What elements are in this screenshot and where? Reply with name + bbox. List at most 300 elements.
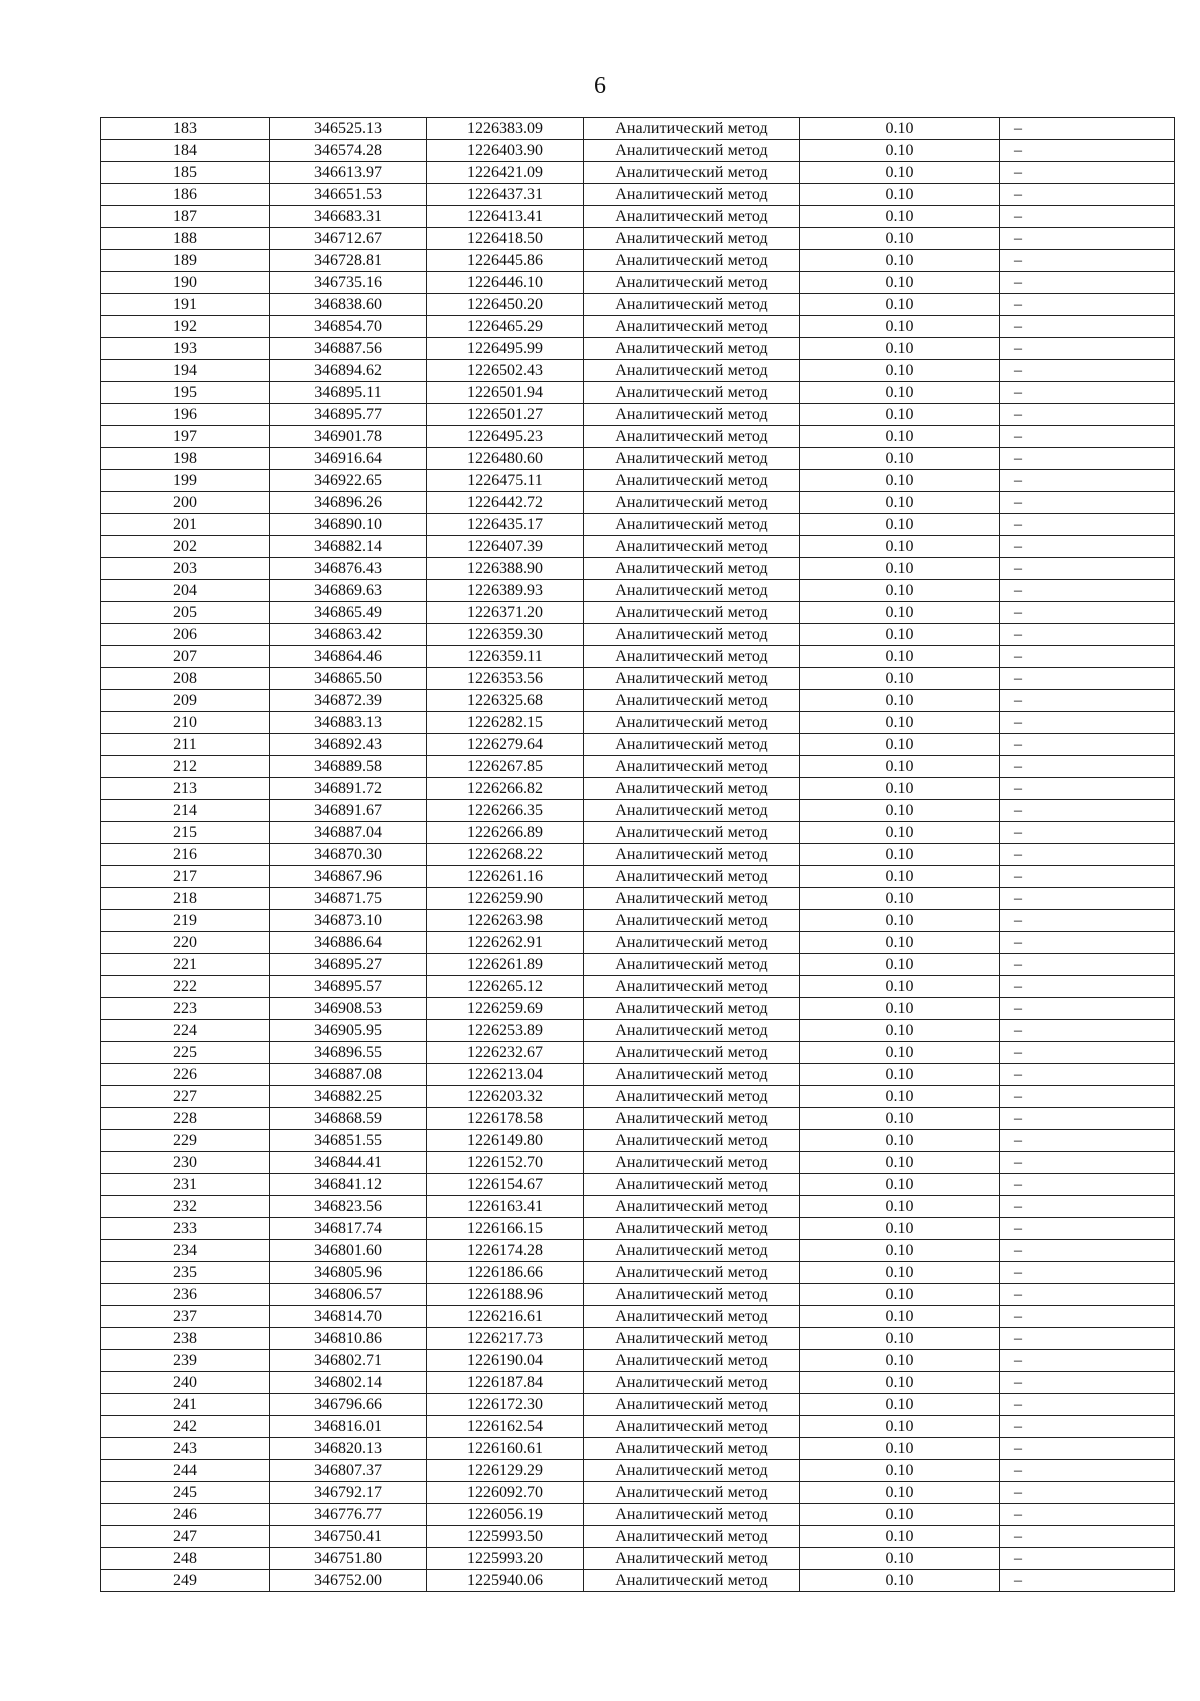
y-coordinate-cell: 1226253.89 (427, 1020, 584, 1042)
note-cell: – (1000, 316, 1175, 338)
y-coordinate-cell: 1226267.85 (427, 756, 584, 778)
accuracy-cell: 0.10 (800, 492, 1000, 514)
x-coordinate-cell: 346806.57 (270, 1284, 427, 1306)
table-row (101, 360, 1175, 382)
table-row (101, 954, 1175, 976)
table-row (101, 1020, 1175, 1042)
point-number-cell: 228 (101, 1108, 270, 1130)
y-coordinate-cell: 1226213.04 (427, 1064, 584, 1086)
method-cell: Аналитический метод (584, 206, 800, 228)
x-coordinate-cell: 346816.01 (270, 1416, 427, 1438)
y-coordinate-cell: 1226268.22 (427, 844, 584, 866)
note-cell: – (1000, 602, 1175, 624)
method-cell: Аналитический метод (584, 1108, 800, 1130)
y-coordinate-cell: 1226187.84 (427, 1372, 584, 1394)
accuracy-cell: 0.10 (800, 646, 1000, 668)
table-row (101, 250, 1175, 272)
coordinates-table (100, 117, 1175, 1592)
point-number-cell: 240 (101, 1372, 270, 1394)
method-cell: Аналитический метод (584, 1174, 800, 1196)
method-cell: Аналитический метод (584, 536, 800, 558)
table-row (101, 976, 1175, 998)
accuracy-cell: 0.10 (800, 1548, 1000, 1570)
method-cell: Аналитический метод (584, 712, 800, 734)
note-cell: – (1000, 404, 1175, 426)
point-number-cell: 198 (101, 448, 270, 470)
method-cell: Аналитический метод (584, 250, 800, 272)
point-number-cell: 211 (101, 734, 270, 756)
table-row (101, 536, 1175, 558)
method-cell: Аналитический метод (584, 272, 800, 294)
table-row (101, 1350, 1175, 1372)
method-cell: Аналитический метод (584, 558, 800, 580)
table-row (101, 272, 1175, 294)
x-coordinate-cell: 346887.56 (270, 338, 427, 360)
table-row (101, 228, 1175, 250)
accuracy-cell: 0.10 (800, 206, 1000, 228)
accuracy-cell: 0.10 (800, 866, 1000, 888)
note-cell: – (1000, 118, 1175, 140)
y-coordinate-cell: 1226092.70 (427, 1482, 584, 1504)
note-cell: – (1000, 228, 1175, 250)
accuracy-cell: 0.10 (800, 712, 1000, 734)
x-coordinate-cell: 346865.50 (270, 668, 427, 690)
method-cell: Аналитический метод (584, 1284, 800, 1306)
y-coordinate-cell: 1226403.90 (427, 140, 584, 162)
x-coordinate-cell: 346869.63 (270, 580, 427, 602)
note-cell: – (1000, 1218, 1175, 1240)
accuracy-cell: 0.10 (800, 910, 1000, 932)
table-row (101, 778, 1175, 800)
method-cell: Аналитический метод (584, 140, 800, 162)
x-coordinate-cell: 346752.00 (270, 1570, 427, 1592)
point-number-cell: 195 (101, 382, 270, 404)
point-number-cell: 231 (101, 1174, 270, 1196)
method-cell: Аналитический метод (584, 1064, 800, 1086)
note-cell: – (1000, 1438, 1175, 1460)
x-coordinate-cell: 346735.16 (270, 272, 427, 294)
point-number-cell: 199 (101, 470, 270, 492)
accuracy-cell: 0.10 (800, 272, 1000, 294)
table-row (101, 1504, 1175, 1526)
accuracy-cell: 0.10 (800, 1174, 1000, 1196)
accuracy-cell: 0.10 (800, 1130, 1000, 1152)
y-coordinate-cell: 1226501.94 (427, 382, 584, 404)
x-coordinate-cell: 346683.31 (270, 206, 427, 228)
y-coordinate-cell: 1226266.35 (427, 800, 584, 822)
y-coordinate-cell: 1226265.12 (427, 976, 584, 998)
table-row (101, 624, 1175, 646)
accuracy-cell: 0.10 (800, 316, 1000, 338)
point-number-cell: 197 (101, 426, 270, 448)
y-coordinate-cell: 1226259.69 (427, 998, 584, 1020)
note-cell: – (1000, 536, 1175, 558)
table-row (101, 602, 1175, 624)
note-cell: – (1000, 1482, 1175, 1504)
method-cell: Аналитический метод (584, 382, 800, 404)
note-cell: – (1000, 1086, 1175, 1108)
accuracy-cell: 0.10 (800, 1526, 1000, 1548)
point-number-cell: 200 (101, 492, 270, 514)
note-cell: – (1000, 1042, 1175, 1064)
method-cell: Аналитический метод (584, 1262, 800, 1284)
point-number-cell: 192 (101, 316, 270, 338)
x-coordinate-cell: 346801.60 (270, 1240, 427, 1262)
accuracy-cell: 0.10 (800, 184, 1000, 206)
y-coordinate-cell: 1226279.64 (427, 734, 584, 756)
accuracy-cell: 0.10 (800, 624, 1000, 646)
note-cell: – (1000, 1504, 1175, 1526)
point-number-cell: 190 (101, 272, 270, 294)
accuracy-cell: 0.10 (800, 514, 1000, 536)
note-cell: – (1000, 338, 1175, 360)
y-coordinate-cell: 1226162.54 (427, 1416, 584, 1438)
note-cell: – (1000, 976, 1175, 998)
accuracy-cell: 0.10 (800, 1504, 1000, 1526)
x-coordinate-cell: 346820.13 (270, 1438, 427, 1460)
accuracy-cell: 0.10 (800, 778, 1000, 800)
accuracy-cell: 0.10 (800, 1262, 1000, 1284)
y-coordinate-cell: 1226178.58 (427, 1108, 584, 1130)
method-cell: Аналитический метод (584, 360, 800, 382)
x-coordinate-cell: 346891.67 (270, 800, 427, 822)
accuracy-cell: 0.10 (800, 1064, 1000, 1086)
y-coordinate-cell: 1226435.17 (427, 514, 584, 536)
accuracy-cell: 0.10 (800, 668, 1000, 690)
x-coordinate-cell: 346886.64 (270, 932, 427, 954)
y-coordinate-cell: 1226475.11 (427, 470, 584, 492)
accuracy-cell: 0.10 (800, 1196, 1000, 1218)
table-row (101, 1218, 1175, 1240)
point-number-cell: 218 (101, 888, 270, 910)
y-coordinate-cell: 1226149.80 (427, 1130, 584, 1152)
note-cell: – (1000, 1240, 1175, 1262)
method-cell: Аналитический метод (584, 338, 800, 360)
point-number-cell: 208 (101, 668, 270, 690)
note-cell: – (1000, 778, 1175, 800)
x-coordinate-cell: 346895.57 (270, 976, 427, 998)
table-row (101, 1394, 1175, 1416)
x-coordinate-cell: 346889.58 (270, 756, 427, 778)
point-number-cell: 196 (101, 404, 270, 426)
x-coordinate-cell: 346817.74 (270, 1218, 427, 1240)
method-cell: Аналитический метод (584, 1306, 800, 1328)
x-coordinate-cell: 346651.53 (270, 184, 427, 206)
method-cell: Аналитический метод (584, 294, 800, 316)
note-cell: – (1000, 998, 1175, 1020)
note-cell: – (1000, 250, 1175, 272)
x-coordinate-cell: 346896.26 (270, 492, 427, 514)
y-coordinate-cell: 1226163.41 (427, 1196, 584, 1218)
method-cell: Аналитический метод (584, 756, 800, 778)
point-number-cell: 237 (101, 1306, 270, 1328)
method-cell: Аналитический метод (584, 1350, 800, 1372)
y-coordinate-cell: 1226442.72 (427, 492, 584, 514)
accuracy-cell: 0.10 (800, 1086, 1000, 1108)
point-number-cell: 247 (101, 1526, 270, 1548)
method-cell: Аналитический метод (584, 492, 800, 514)
x-coordinate-cell: 346867.96 (270, 866, 427, 888)
table-row (101, 668, 1175, 690)
method-cell: Аналитический метод (584, 932, 800, 954)
method-cell: Аналитический метод (584, 1416, 800, 1438)
table-row (101, 1372, 1175, 1394)
y-coordinate-cell: 1226259.90 (427, 888, 584, 910)
point-number-cell: 232 (101, 1196, 270, 1218)
x-coordinate-cell: 346854.70 (270, 316, 427, 338)
y-coordinate-cell: 1226166.15 (427, 1218, 584, 1240)
accuracy-cell: 0.10 (800, 1306, 1000, 1328)
y-coordinate-cell: 1226371.20 (427, 602, 584, 624)
point-number-cell: 246 (101, 1504, 270, 1526)
point-number-cell: 187 (101, 206, 270, 228)
table-row (101, 492, 1175, 514)
x-coordinate-cell: 346872.39 (270, 690, 427, 712)
x-coordinate-cell: 346802.71 (270, 1350, 427, 1372)
table-row (101, 1416, 1175, 1438)
table-row (101, 756, 1175, 778)
point-number-cell: 204 (101, 580, 270, 602)
point-number-cell: 242 (101, 1416, 270, 1438)
method-cell: Аналитический метод (584, 1548, 800, 1570)
accuracy-cell: 0.10 (800, 1460, 1000, 1482)
accuracy-cell: 0.10 (800, 536, 1000, 558)
accuracy-cell: 0.10 (800, 162, 1000, 184)
table-row (101, 910, 1175, 932)
note-cell: – (1000, 1108, 1175, 1130)
note-cell: – (1000, 844, 1175, 866)
table-row (101, 932, 1175, 954)
point-number-cell: 215 (101, 822, 270, 844)
point-number-cell: 235 (101, 1262, 270, 1284)
table-row (101, 118, 1175, 140)
point-number-cell: 224 (101, 1020, 270, 1042)
point-number-cell: 222 (101, 976, 270, 998)
accuracy-cell: 0.10 (800, 954, 1000, 976)
accuracy-cell: 0.10 (800, 426, 1000, 448)
x-coordinate-cell: 346864.46 (270, 646, 427, 668)
table-row (101, 140, 1175, 162)
point-number-cell: 183 (101, 118, 270, 140)
point-number-cell: 229 (101, 1130, 270, 1152)
method-cell: Аналитический метод (584, 514, 800, 536)
accuracy-cell: 0.10 (800, 998, 1000, 1020)
table-row (101, 734, 1175, 756)
point-number-cell: 193 (101, 338, 270, 360)
method-cell: Аналитический метод (584, 602, 800, 624)
note-cell: – (1000, 294, 1175, 316)
x-coordinate-cell: 346894.62 (270, 360, 427, 382)
accuracy-cell: 0.10 (800, 932, 1000, 954)
table-row (101, 866, 1175, 888)
method-cell: Аналитический метод (584, 426, 800, 448)
note-cell: – (1000, 1328, 1175, 1350)
x-coordinate-cell: 346574.28 (270, 140, 427, 162)
x-coordinate-cell: 346796.66 (270, 1394, 427, 1416)
y-coordinate-cell: 1226056.19 (427, 1504, 584, 1526)
note-cell: – (1000, 668, 1175, 690)
note-cell: – (1000, 800, 1175, 822)
x-coordinate-cell: 346712.67 (270, 228, 427, 250)
method-cell: Аналитический метод (584, 734, 800, 756)
y-coordinate-cell: 1226359.30 (427, 624, 584, 646)
y-coordinate-cell: 1226160.61 (427, 1438, 584, 1460)
accuracy-cell: 0.10 (800, 1394, 1000, 1416)
note-cell: – (1000, 888, 1175, 910)
y-coordinate-cell: 1226186.66 (427, 1262, 584, 1284)
y-coordinate-cell: 1226262.91 (427, 932, 584, 954)
x-coordinate-cell: 346890.10 (270, 514, 427, 536)
point-number-cell: 239 (101, 1350, 270, 1372)
method-cell: Аналитический метод (584, 470, 800, 492)
y-coordinate-cell: 1226359.11 (427, 646, 584, 668)
x-coordinate-cell: 346916.64 (270, 448, 427, 470)
accuracy-cell: 0.10 (800, 228, 1000, 250)
x-coordinate-cell: 346823.56 (270, 1196, 427, 1218)
note-cell: – (1000, 1284, 1175, 1306)
method-cell: Аналитический метод (584, 1504, 800, 1526)
y-coordinate-cell: 1226266.89 (427, 822, 584, 844)
y-coordinate-cell: 1226232.67 (427, 1042, 584, 1064)
point-number-cell: 184 (101, 140, 270, 162)
y-coordinate-cell: 1226203.32 (427, 1086, 584, 1108)
point-number-cell: 212 (101, 756, 270, 778)
accuracy-cell: 0.10 (800, 1284, 1000, 1306)
x-coordinate-cell: 346863.42 (270, 624, 427, 646)
method-cell: Аналитический метод (584, 1130, 800, 1152)
y-coordinate-cell: 1226172.30 (427, 1394, 584, 1416)
accuracy-cell: 0.10 (800, 822, 1000, 844)
y-coordinate-cell: 1226407.39 (427, 536, 584, 558)
note-cell: – (1000, 382, 1175, 404)
point-number-cell: 202 (101, 536, 270, 558)
note-cell: – (1000, 1020, 1175, 1042)
y-coordinate-cell: 1226190.04 (427, 1350, 584, 1372)
x-coordinate-cell: 346868.59 (270, 1108, 427, 1130)
accuracy-cell: 0.10 (800, 976, 1000, 998)
point-number-cell: 234 (101, 1240, 270, 1262)
x-coordinate-cell: 346807.37 (270, 1460, 427, 1482)
note-cell: – (1000, 360, 1175, 382)
x-coordinate-cell: 346838.60 (270, 294, 427, 316)
note-cell: – (1000, 1570, 1175, 1592)
note-cell: – (1000, 1130, 1175, 1152)
y-coordinate-cell: 1226261.89 (427, 954, 584, 976)
note-cell: – (1000, 690, 1175, 712)
point-number-cell: 220 (101, 932, 270, 954)
method-cell: Аналитический метод (584, 162, 800, 184)
table-row (101, 1438, 1175, 1460)
x-coordinate-cell: 346905.95 (270, 1020, 427, 1042)
y-coordinate-cell: 1226383.09 (427, 118, 584, 140)
method-cell: Аналитический метод (584, 1438, 800, 1460)
note-cell: – (1000, 492, 1175, 514)
accuracy-cell: 0.10 (800, 1240, 1000, 1262)
point-number-cell: 206 (101, 624, 270, 646)
table-row (101, 1548, 1175, 1570)
y-coordinate-cell: 1226413.41 (427, 206, 584, 228)
x-coordinate-cell: 346805.96 (270, 1262, 427, 1284)
table-row (101, 800, 1175, 822)
method-cell: Аналитический метод (584, 1328, 800, 1350)
y-coordinate-cell: 1226282.15 (427, 712, 584, 734)
y-coordinate-cell: 1225940.06 (427, 1570, 584, 1592)
accuracy-cell: 0.10 (800, 602, 1000, 624)
note-cell: – (1000, 1416, 1175, 1438)
point-number-cell: 227 (101, 1086, 270, 1108)
accuracy-cell: 0.10 (800, 382, 1000, 404)
method-cell: Аналитический метод (584, 118, 800, 140)
accuracy-cell: 0.10 (800, 756, 1000, 778)
x-coordinate-cell: 346883.13 (270, 712, 427, 734)
x-coordinate-cell: 346792.17 (270, 1482, 427, 1504)
table-row (101, 514, 1175, 536)
point-number-cell: 244 (101, 1460, 270, 1482)
x-coordinate-cell: 346908.53 (270, 998, 427, 1020)
point-number-cell: 207 (101, 646, 270, 668)
method-cell: Аналитический метод (584, 448, 800, 470)
x-coordinate-cell: 346873.10 (270, 910, 427, 932)
table-row (101, 316, 1175, 338)
page-number: 6 (594, 73, 606, 99)
y-coordinate-cell: 1226266.82 (427, 778, 584, 800)
table-row (101, 580, 1175, 602)
method-cell: Аналитический метод (584, 844, 800, 866)
table-row (101, 646, 1175, 668)
table-row (101, 1064, 1175, 1086)
x-coordinate-cell: 346841.12 (270, 1174, 427, 1196)
x-coordinate-cell: 346892.43 (270, 734, 427, 756)
accuracy-cell: 0.10 (800, 1328, 1000, 1350)
point-number-cell: 213 (101, 778, 270, 800)
point-number-cell: 221 (101, 954, 270, 976)
table-row (101, 1240, 1175, 1262)
note-cell: – (1000, 1306, 1175, 1328)
note-cell: – (1000, 1526, 1175, 1548)
coordinates-table-body (101, 118, 1175, 1592)
table-row (101, 382, 1175, 404)
method-cell: Аналитический метод (584, 1240, 800, 1262)
table-row (101, 1196, 1175, 1218)
note-cell: – (1000, 1196, 1175, 1218)
method-cell: Аналитический метод (584, 1020, 800, 1042)
note-cell: – (1000, 932, 1175, 954)
note-cell: – (1000, 426, 1175, 448)
table-row (101, 1108, 1175, 1130)
table-row (101, 162, 1175, 184)
note-cell: – (1000, 910, 1175, 932)
accuracy-cell: 0.10 (800, 360, 1000, 382)
accuracy-cell: 0.10 (800, 800, 1000, 822)
table-row (101, 1328, 1175, 1350)
method-cell: Аналитический метод (584, 1460, 800, 1482)
note-cell: – (1000, 1548, 1175, 1570)
note-cell: – (1000, 1152, 1175, 1174)
method-cell: Аналитический метод (584, 316, 800, 338)
x-coordinate-cell: 346887.08 (270, 1064, 427, 1086)
table-row (101, 338, 1175, 360)
method-cell: Аналитический метод (584, 668, 800, 690)
y-coordinate-cell: 1226465.29 (427, 316, 584, 338)
point-number-cell: 226 (101, 1064, 270, 1086)
note-cell: – (1000, 558, 1175, 580)
note-cell: – (1000, 514, 1175, 536)
note-cell: – (1000, 162, 1175, 184)
point-number-cell: 188 (101, 228, 270, 250)
x-coordinate-cell: 346750.41 (270, 1526, 427, 1548)
note-cell: – (1000, 1394, 1175, 1416)
table-row (101, 712, 1175, 734)
